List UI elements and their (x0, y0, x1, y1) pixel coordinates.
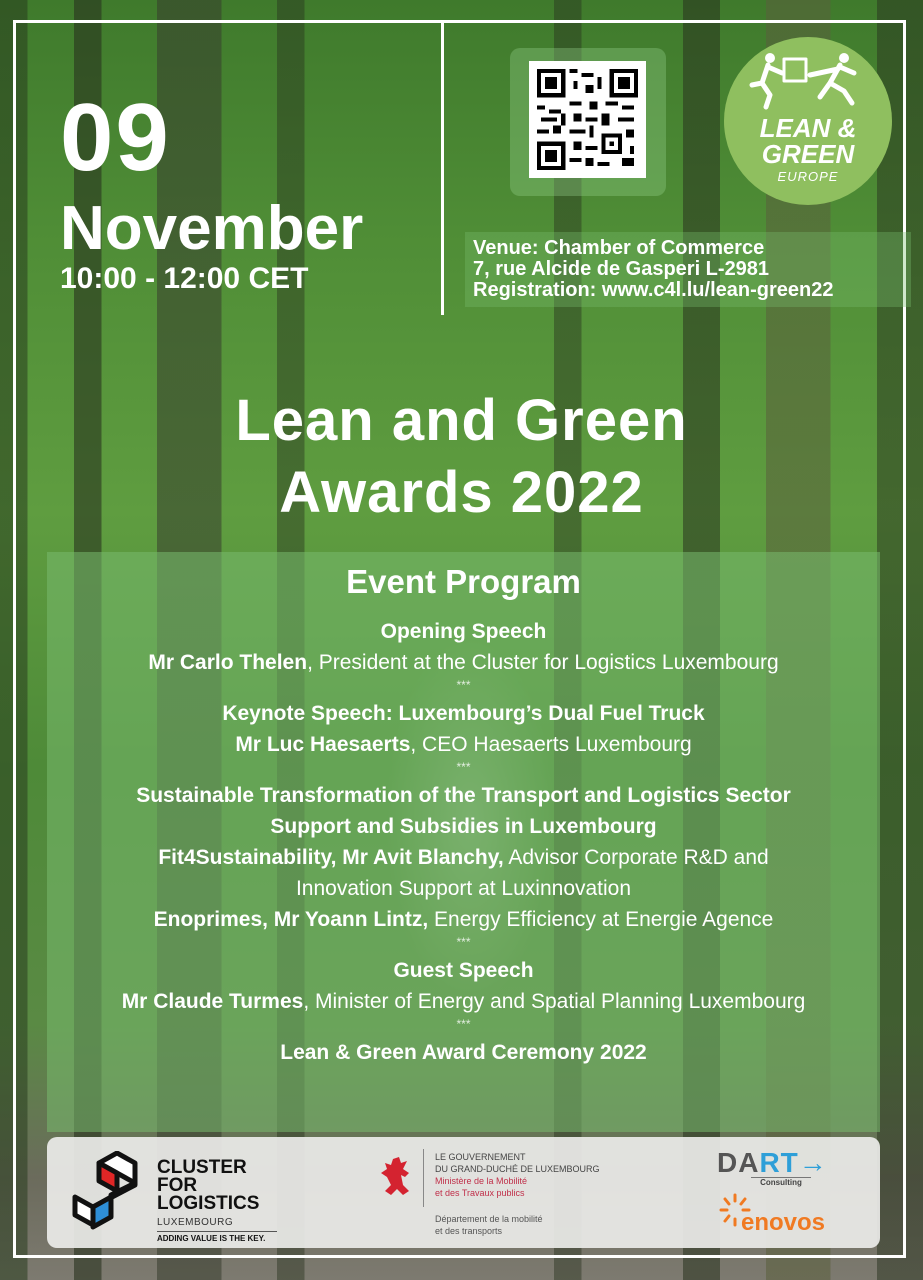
venue-name: Venue: Chamber of Commerce (473, 237, 765, 259)
badge-text-green: GREEN (761, 139, 855, 169)
title-line-1: Lean and Green (235, 388, 688, 453)
separator: *** (456, 935, 471, 949)
gov-department: Département de la mobilité et des transports (435, 1214, 543, 1236)
event-day: 09 (60, 84, 171, 191)
program-item-title: Sustainable Transformation of the Transport and Logistics Sector (136, 784, 791, 807)
event-month: November (60, 194, 364, 263)
program-item-speaker-cont: Innovation Support at Luxinnovation (295, 877, 632, 900)
badge-text-europe: EUROPE (777, 169, 839, 184)
program-item-title: Guest Speech (393, 959, 534, 982)
cluster-for-logistics-logo (69, 1147, 299, 1242)
program-item-title: Lean & Green Award Ceremony 2022 (280, 1041, 647, 1064)
people-carrying-box-icon (748, 51, 868, 111)
program-item-speaker: Mr Claude Turmes, Minister of Energy and Spatial Planning Luxembourg (121, 990, 806, 1013)
dart-consulting-logo: DART→ Consulting (717, 1147, 828, 1187)
gov-divider (423, 1149, 424, 1207)
c4l-tagline: ADDING VALUE IS THE KEY. (157, 1231, 277, 1243)
red-lion-icon (379, 1155, 415, 1199)
program-item-title: Opening Speech (380, 620, 547, 643)
lean-green-europe-logo (724, 37, 892, 205)
registration-link[interactable]: Registration: www.c4l.lu/lean-green22 (473, 279, 834, 301)
program-item-speaker: Enoprimes, Mr Yoann Lintz, Energy Efficiency at Energie Agence (153, 908, 774, 931)
gov-text: LE GOUVERNEMENT DU GRAND-DUCHÉ DE LUXEMBOURG Ministère de la Mobilité et des Travaux publics (435, 1152, 600, 1198)
event-program (47, 552, 880, 1132)
badge-text-lean: LEAN & (759, 113, 857, 143)
c4l-name: CLUSTER FOR LOGISTICS (157, 1157, 260, 1214)
qr-code-icon[interactable] (529, 61, 646, 178)
separator: *** (456, 678, 471, 692)
venue-address: 7, rue Alcide de Gasperi L-2981 (473, 258, 770, 280)
event-date-block (60, 84, 364, 295)
vertical-divider (441, 20, 444, 315)
event-time: 10:00 - 12:00 CET (60, 262, 309, 295)
program-item-speaker: Fit4Sustainability, Mr Avit Blanchy, Advisor Corporate R&D and (158, 846, 769, 869)
luxembourg-government-logo (379, 1149, 629, 1239)
program-heading: Event Program (346, 563, 581, 600)
page-title (0, 385, 923, 529)
c4l-country: LUXEMBOURG (157, 1217, 234, 1228)
enovos-logo: enovos (719, 1193, 839, 1239)
separator: *** (456, 760, 471, 774)
title-line-2: Awards 2022 (279, 460, 644, 525)
program-item-subtitle: Support and Subsidies in Luxembourg (270, 815, 657, 838)
separator: *** (456, 1017, 471, 1031)
sponsor-logos-panel (47, 1137, 880, 1248)
venue-info (465, 232, 911, 307)
qr-code-panel (510, 48, 666, 196)
program-item-speaker: Mr Luc Haesaerts, CEO Haesaerts Luxembourg (235, 733, 692, 756)
program-item-speaker: Mr Carlo Thelen, President at the Cluster for Logistics Luxembourg (148, 651, 779, 674)
cube-logo-icon (69, 1151, 149, 1235)
program-item-title: Keynote Speech: Luxembourg’s Dual Fuel Truck (222, 702, 705, 725)
